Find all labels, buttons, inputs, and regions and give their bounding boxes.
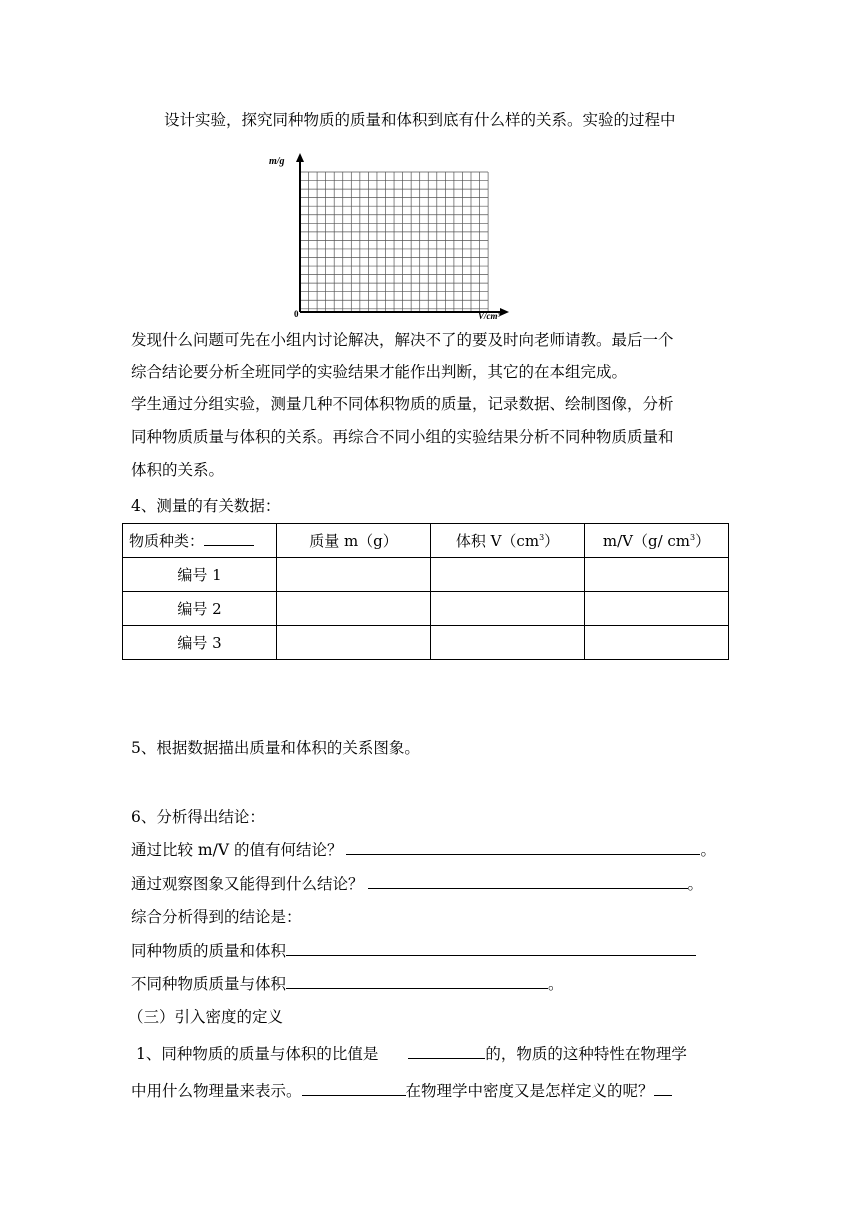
definition-blank[interactable] xyxy=(654,1080,672,1096)
row-label: 编号 1 xyxy=(123,558,277,592)
x-axis-label: V/cm³ xyxy=(478,311,501,320)
volume-cell[interactable] xyxy=(431,592,585,626)
header-substance-type: 物质种类： xyxy=(123,524,277,558)
x-axis-arrow xyxy=(500,308,509,316)
substance-type-blank[interactable] xyxy=(204,530,254,546)
table-row xyxy=(123,626,729,660)
ratio-property-blank[interactable] xyxy=(408,1043,485,1059)
ratio-cell[interactable] xyxy=(585,592,729,626)
origin-label: 0 xyxy=(294,309,299,319)
step6-heading: 6、分析得出结论： xyxy=(131,808,265,826)
different-substance-blank[interactable] xyxy=(286,973,548,989)
table-row xyxy=(123,592,729,626)
grid-lines xyxy=(300,172,488,312)
row-label: 编号 2 xyxy=(123,592,277,626)
question-ratio: 通过比较 m/V 的值有何结论？ 。 xyxy=(131,841,716,859)
mass-cell[interactable] xyxy=(277,558,431,592)
y-axis-label: m/g xyxy=(269,156,285,167)
row-label: 编号 3 xyxy=(123,626,277,660)
section3-line1: 1、同种物质的质量与体积的比值是 的，物质的这种特性在物理学 xyxy=(136,1045,687,1063)
mass-volume-grid-chart xyxy=(262,152,512,320)
volume-cell[interactable] xyxy=(431,558,585,592)
conclusion-heading: 综合分析得到的结论是： xyxy=(131,908,302,926)
para2-line2: 同种物质质量与体积的关系。再综合不同小组的实验结果分析不同种物质质量和 xyxy=(131,428,674,446)
step5-heading: 5、根据数据描出质量和体积的关系图象。 xyxy=(131,739,420,757)
answer-graph-blank[interactable] xyxy=(368,873,688,889)
ratio-cell[interactable] xyxy=(585,626,729,660)
mass-cell[interactable] xyxy=(277,626,431,660)
conclusion-same-substance: 同种物质的质量和体积 xyxy=(131,940,696,961)
conclusion-different-substance: 不同种物质质量与体积 。 xyxy=(131,975,564,993)
table-row xyxy=(123,558,729,592)
question-graph: 通过观察图象又能得到什么结论？ 。 xyxy=(131,875,704,893)
step4-heading: 4、测量的有关数据： xyxy=(131,497,281,515)
same-substance-blank[interactable] xyxy=(286,940,696,956)
intro-line: 设计实验，探究同种物质的质量和体积到底有什么样的关系。实验的过程中 xyxy=(164,111,676,129)
measurement-table xyxy=(122,523,729,660)
y-axis-arrow xyxy=(296,153,304,162)
mass-cell[interactable] xyxy=(277,592,431,626)
physical-quantity-blank[interactable] xyxy=(302,1080,406,1096)
para1-line2: 综合结论要分析全班同学的实验结果才能作出判断，其它的在本组完成。 xyxy=(131,363,628,381)
answer-ratio-blank[interactable] xyxy=(346,839,700,855)
volume-cell[interactable] xyxy=(431,626,585,660)
section3-line2: 中用什么物理量来表示。 在物理学中密度又是怎样定义的呢？ xyxy=(131,1080,672,1101)
table-header-row xyxy=(123,524,729,558)
header-mass: 质量 m（g） xyxy=(277,524,431,558)
para2-line1: 学生通过分组实验，测量几种不同体积物质的质量，记录数据、绘制图像，分析 xyxy=(131,395,674,413)
header-volume: 体积 $V(cm^3)$ xyxy=(431,524,585,558)
header-density: m/V（g/ $cm^3$） xyxy=(585,524,729,558)
ratio-cell[interactable] xyxy=(585,558,729,592)
section3-heading: （三）引入密度的定义 xyxy=(128,1008,284,1026)
para2-line3: 体积的关系。 xyxy=(131,461,225,479)
para1-line1: 发现什么问题可先在小组内讨论解决，解决不了的要及时向老师请教。最后一个 xyxy=(131,331,674,349)
